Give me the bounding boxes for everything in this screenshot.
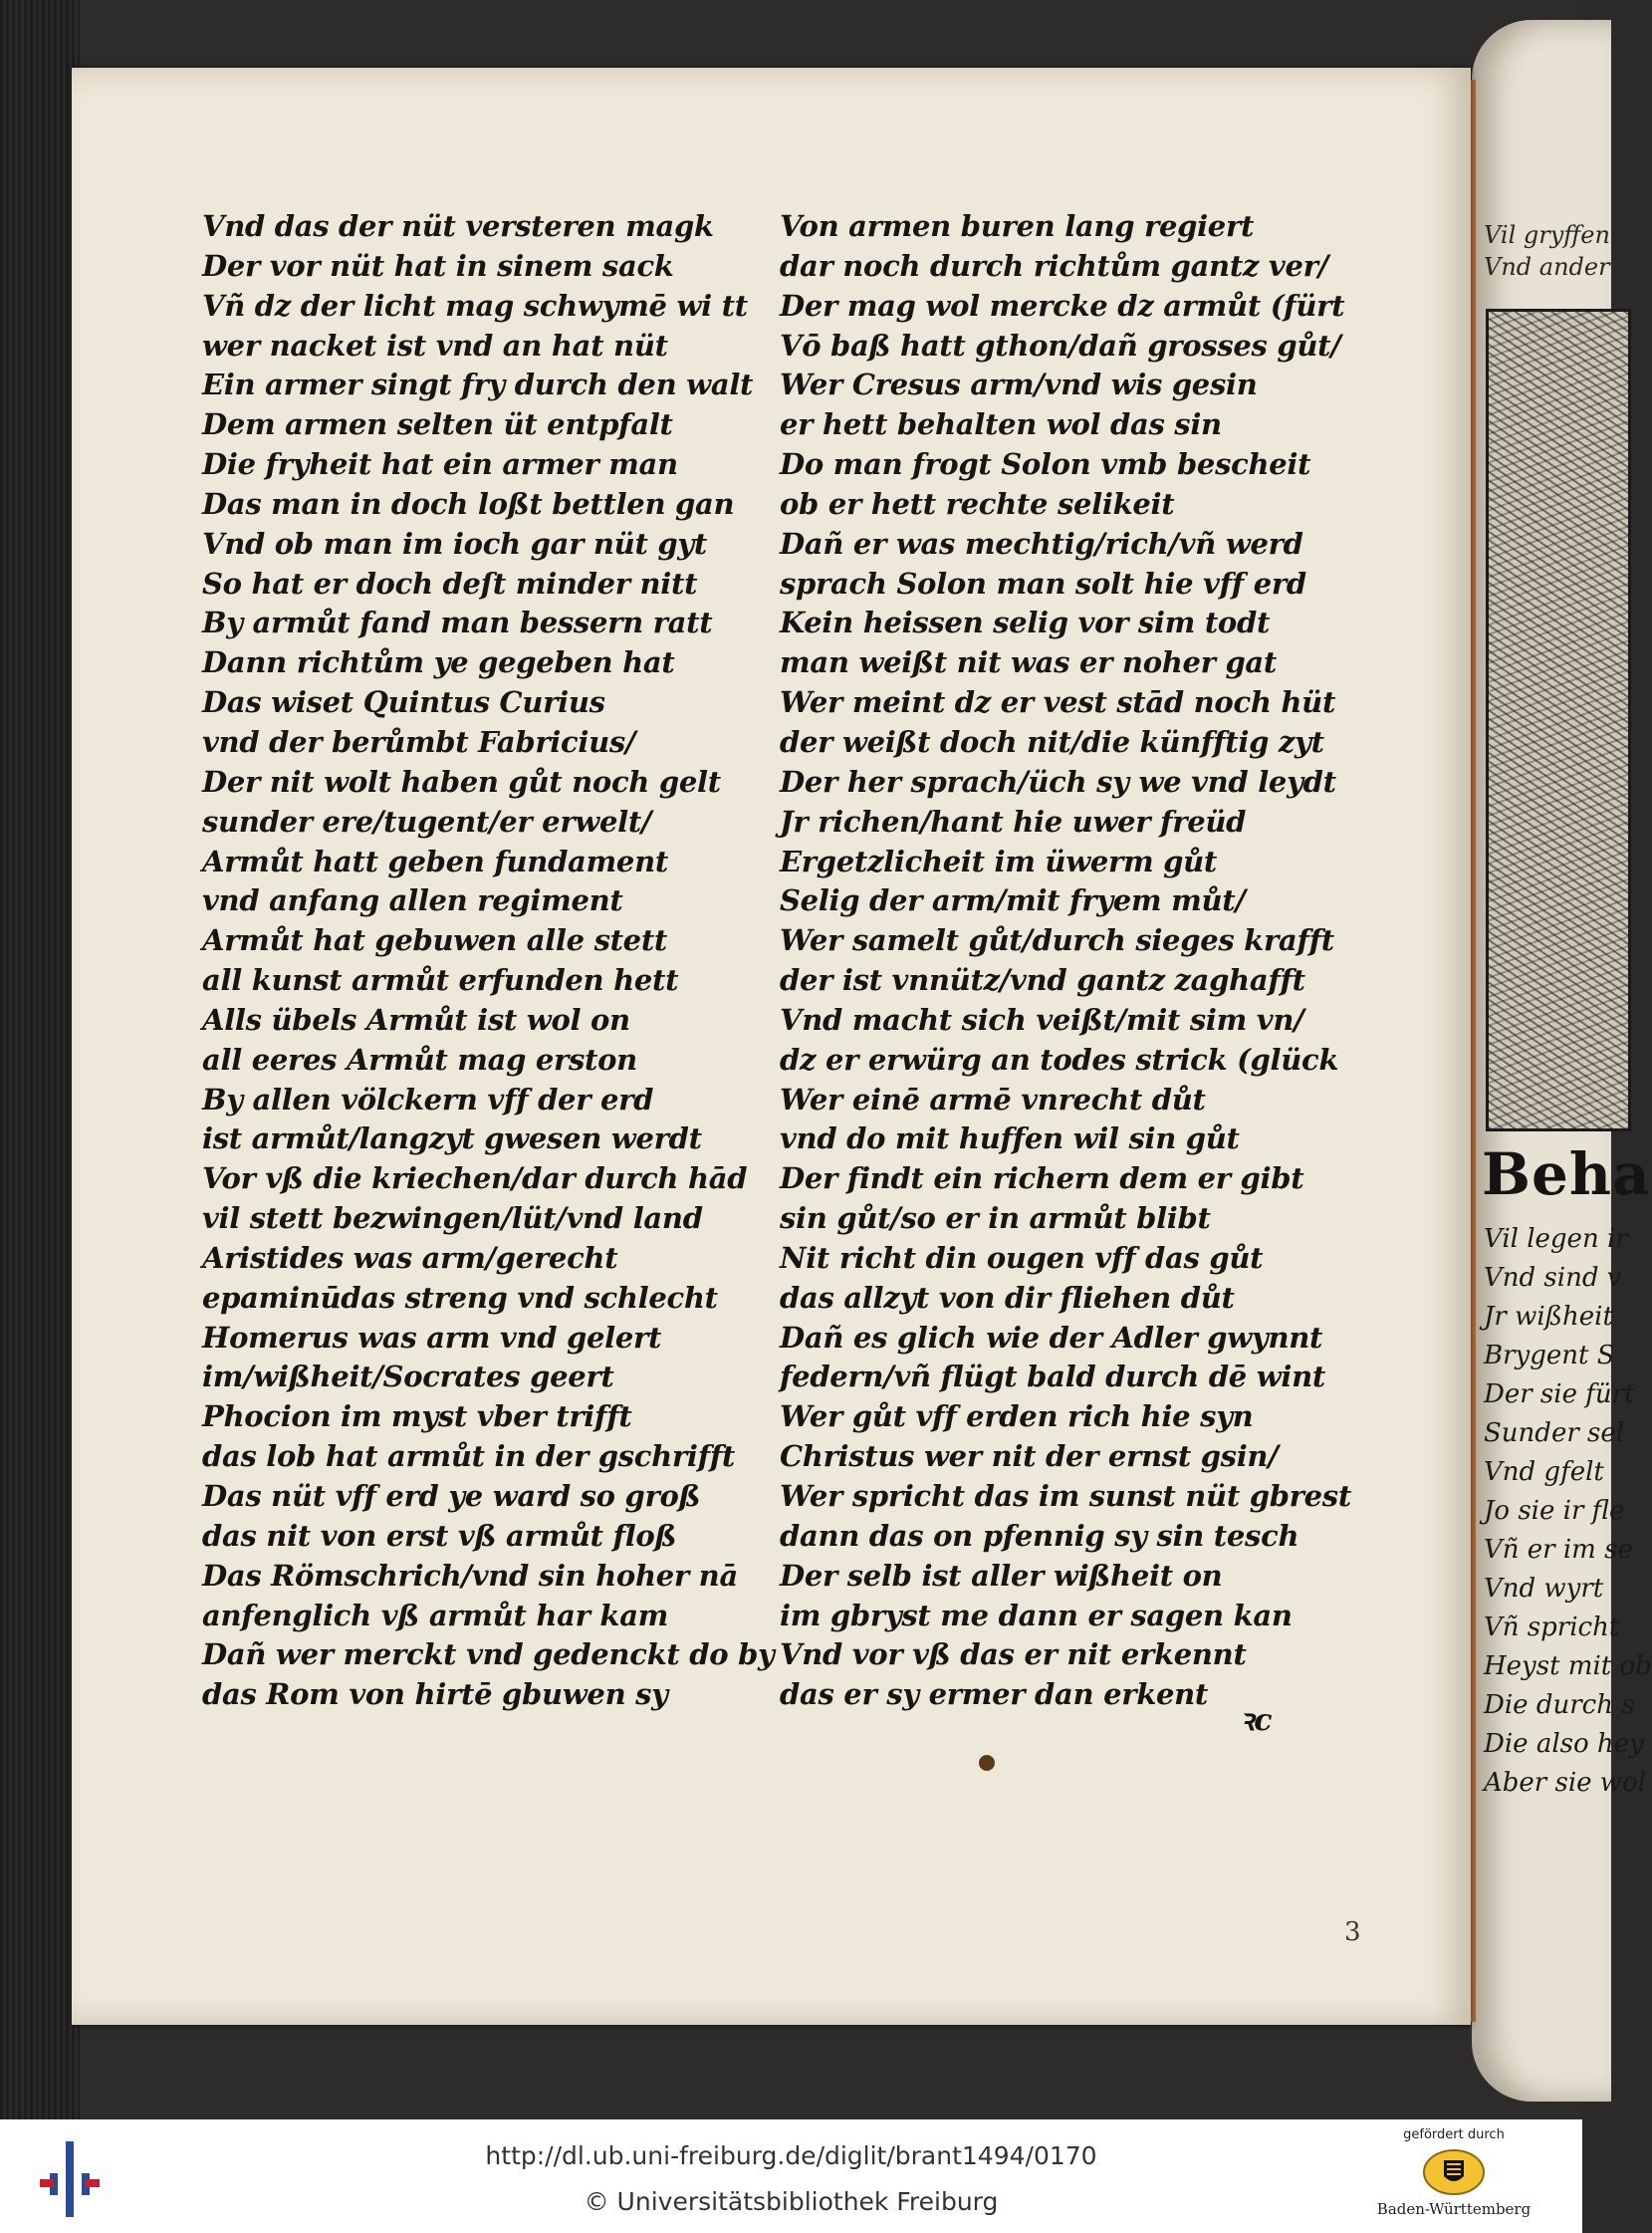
facing-line: Der sie fürt xyxy=(1484,1379,1635,1409)
text-line: Selig der arm/mit fryem můt/ xyxy=(780,883,1246,918)
text-line: Das Römschrich/vnd sin hoher nā xyxy=(202,1558,738,1593)
text-line: Der findt ein richern dem er gibt xyxy=(780,1161,1304,1196)
text-line: Das man in doch loßt bettlen gan xyxy=(202,486,735,521)
text-line: Alls übels Armůt ist wol on xyxy=(202,1002,630,1037)
page-mark: 3 xyxy=(1344,1917,1361,1947)
text-line: man weißt nit was er noher gat xyxy=(780,645,1278,680)
text-line: Der selb ist aller wißheit on xyxy=(780,1558,1223,1593)
text-line: vil stett bezwingen/lüt/vnd land xyxy=(202,1201,703,1236)
text-line: Jr richen/hant hie uwer freüd xyxy=(780,804,1247,839)
text-line: vnd do mit huffen wil sin gůt xyxy=(780,1121,1240,1156)
text-line: Wer einē armē vnrecht důt xyxy=(780,1082,1206,1116)
text-line: By armůt fand man bessern ratt xyxy=(202,606,713,640)
text-line: Das nüt vff erd ye ward so groß xyxy=(202,1479,701,1513)
facing-line: Vil legen ir xyxy=(1484,1224,1628,1254)
text-line: Homerus was arm vnd gelert xyxy=(202,1320,662,1355)
viewer-footer xyxy=(0,2119,1582,2233)
text-line: im gbryst me dann er sagen kan xyxy=(780,1598,1293,1632)
text-line: So hat er doch deſt minder nitt xyxy=(202,566,698,601)
right-text-column xyxy=(780,207,1351,1715)
text-line: Dem armen selten üt entpfalt xyxy=(202,407,673,442)
facing-line: Die durch s xyxy=(1484,1690,1635,1720)
text-line: Vō baß hatt gthon/dañ grosses gůt/ xyxy=(780,328,1341,363)
text-line: Christus wer nit der ernst gsin/ xyxy=(780,1439,1279,1474)
text-line: der weißt doch nit/die künfftig zyt xyxy=(780,724,1324,759)
facing-line: Die also hey xyxy=(1484,1729,1644,1759)
text-line: federn/vñ flügt bald durch dē wint xyxy=(780,1360,1326,1394)
text-line: Vnd macht sich veißt/mit sim vn/ xyxy=(780,1002,1304,1037)
text-line: Vñ dz der licht mag schwymē wi tt xyxy=(202,288,748,323)
left-text-column xyxy=(202,207,775,1715)
facing-line: Jr wißheit xyxy=(1484,1302,1613,1332)
permalink-url[interactable]: http://dl.ub.uni-freiburg.de/diglit/brant1494/0170 xyxy=(485,2141,1097,2170)
facing-line: Vnd gfelt xyxy=(1484,1457,1604,1487)
text-line: ist armůt/langzyt gwesen werdt xyxy=(202,1121,702,1156)
pin-hole xyxy=(979,1755,995,1771)
text-line: vnd anfang allen regiment xyxy=(202,883,623,918)
facing-page-top-text xyxy=(1484,219,1610,283)
text-line: Der mag wol mercke dz armůt (fürt xyxy=(780,288,1345,323)
text-line: Nit richt din ougen vff das gůt xyxy=(780,1240,1264,1275)
text-line: das nit von erst vß armůt floß xyxy=(202,1518,677,1553)
facing-line: Vnd wyrt xyxy=(1484,1574,1604,1604)
text-line: Dañ wer merckt vnd gedenckt do by xyxy=(202,1637,775,1672)
text-line: sin gůt/so er in armůt blibt xyxy=(780,1201,1211,1236)
text-line: Die fryheit hat ein armer man xyxy=(202,447,678,482)
text-line: Ergetzlicheit im üwerm gůt xyxy=(780,844,1218,878)
facing-line: Vñ spricht xyxy=(1484,1613,1620,1642)
facing-line: Vñ er im se xyxy=(1484,1535,1633,1565)
text-line: Dann richtům ye gegeben hat xyxy=(202,645,675,680)
text-line: Wer spricht das im sunst nüt gbrest xyxy=(780,1479,1351,1513)
text-line: Do man frogt Solon vmb bescheit xyxy=(780,447,1311,482)
text-line: Das wiset Quintus Curius xyxy=(202,685,605,720)
text-line: Von armen buren lang regiert xyxy=(780,209,1255,243)
text-line: dann das on pfennig sy sin tesch xyxy=(780,1518,1299,1553)
facing-line: Heyst mit ob xyxy=(1484,1651,1652,1681)
facing-page-heading: Beha xyxy=(1482,1140,1651,1208)
text-line: sprach Solon man solt hie vff erd xyxy=(780,566,1306,601)
text-line: By allen völckern vff der erd xyxy=(202,1082,654,1116)
text-line: er hett behalten wol das sin xyxy=(780,407,1222,442)
text-line: Wer Cresus arm/vnd wis gesin xyxy=(780,368,1258,402)
text-line: Phocion im myst vber trifft xyxy=(202,1399,632,1434)
text-line: das er sy ermer dan erkent xyxy=(780,1677,1209,1712)
catchword: ꝛc xyxy=(1240,1703,1273,1738)
text-line: vnd der berůmbt Fabricius/ xyxy=(202,724,636,759)
text-line: Der vor nüt hat in sinem sack xyxy=(202,248,674,283)
facing-line: Vnd sind v xyxy=(1484,1263,1622,1293)
facing-page-text xyxy=(1484,1220,1652,1803)
text-line: das Rom von hirtē gbuwen sy xyxy=(202,1677,668,1712)
facing-woodcut-illustration xyxy=(1486,309,1631,1131)
facing-page xyxy=(1472,20,1652,2102)
book-binding xyxy=(0,0,80,2119)
text-line: sunder ere/tugent/er erwelt/ xyxy=(202,804,652,839)
text-line: Vnd das der nüt versteren magk xyxy=(202,209,714,243)
facing-top-line: Vil gryffen xyxy=(1484,221,1610,249)
text-line: Vnd vor vß das er nit erkennt xyxy=(780,1637,1247,1672)
funder-name: Baden-Württemberg xyxy=(1376,2200,1532,2218)
text-line: wer nacket ist vnd an hat nüt xyxy=(202,328,668,363)
text-line: der ist vnnütz/vnd gantz zaghafft xyxy=(780,963,1305,998)
text-line: epaminūdas streng vnd schlecht xyxy=(202,1280,718,1315)
text-line: all eeres Armůt mag erston xyxy=(202,1042,637,1077)
text-line: Aristides was arm/gerecht xyxy=(202,1240,618,1275)
text-line: Der nit wolt haben gůt noch gelt xyxy=(202,764,721,799)
text-line: all kunst armůt erfunden hett xyxy=(202,963,679,998)
text-line: Wer meint dz er vest stād noch hüt xyxy=(780,685,1336,720)
text-line: dz er erwürg an todes strick (glück xyxy=(780,1042,1339,1077)
text-line: Kein heissen selig vor sim todt xyxy=(780,606,1271,640)
text-line: Armůt hat gebuwen alle stett xyxy=(202,923,668,958)
funder-badge xyxy=(1369,2127,1538,2218)
text-line: das allzyt von dir fliehen důt xyxy=(780,1280,1235,1315)
text-line: Armůt hatt geben fundament xyxy=(202,844,668,878)
text-line: Der her sprach/üch sy we vnd leydt xyxy=(780,764,1336,799)
text-line: dar noch durch richtům gantz ver/ xyxy=(780,248,1328,283)
text-line: Wer gůt vff erden rich hie syn xyxy=(780,1399,1254,1434)
state-coat-of-arms-icon xyxy=(1422,2148,1486,2196)
text-line: Vor vß die kriechen/dar durch hād xyxy=(202,1161,748,1196)
text-line: im/wißheit/Socrates geert xyxy=(202,1360,614,1394)
text-line: Dañ er was mechtig/rich/vñ werd xyxy=(780,526,1303,561)
text-line: Dañ es glich wie der Adler gwynnt xyxy=(780,1320,1323,1355)
facing-line: Sunder sel xyxy=(1484,1418,1625,1448)
text-line: ob er hett rechte selikeit xyxy=(780,486,1175,521)
copyright-notice: © Universitätsbibliothek Freiburg xyxy=(584,2187,999,2216)
facing-line: Brygent S xyxy=(1484,1341,1615,1370)
text-line: Vnd ob man im ioch gar nüt gyt xyxy=(202,526,707,561)
facing-top-line: Vnd ander xyxy=(1484,253,1610,281)
text-line: Wer samelt gůt/durch sieges krafft xyxy=(780,923,1334,958)
text-line: das lob hat armůt in der gschrifft xyxy=(202,1439,736,1474)
facing-line: Jo sie ir fle xyxy=(1484,1496,1625,1526)
text-line: anfenglich vß armůt har kam xyxy=(202,1598,669,1632)
funder-label: gefördert durch xyxy=(1403,2127,1505,2142)
facing-line: Aber sie wol xyxy=(1484,1768,1647,1798)
text-line: Ein armer singt fry durch den walt xyxy=(202,368,754,402)
